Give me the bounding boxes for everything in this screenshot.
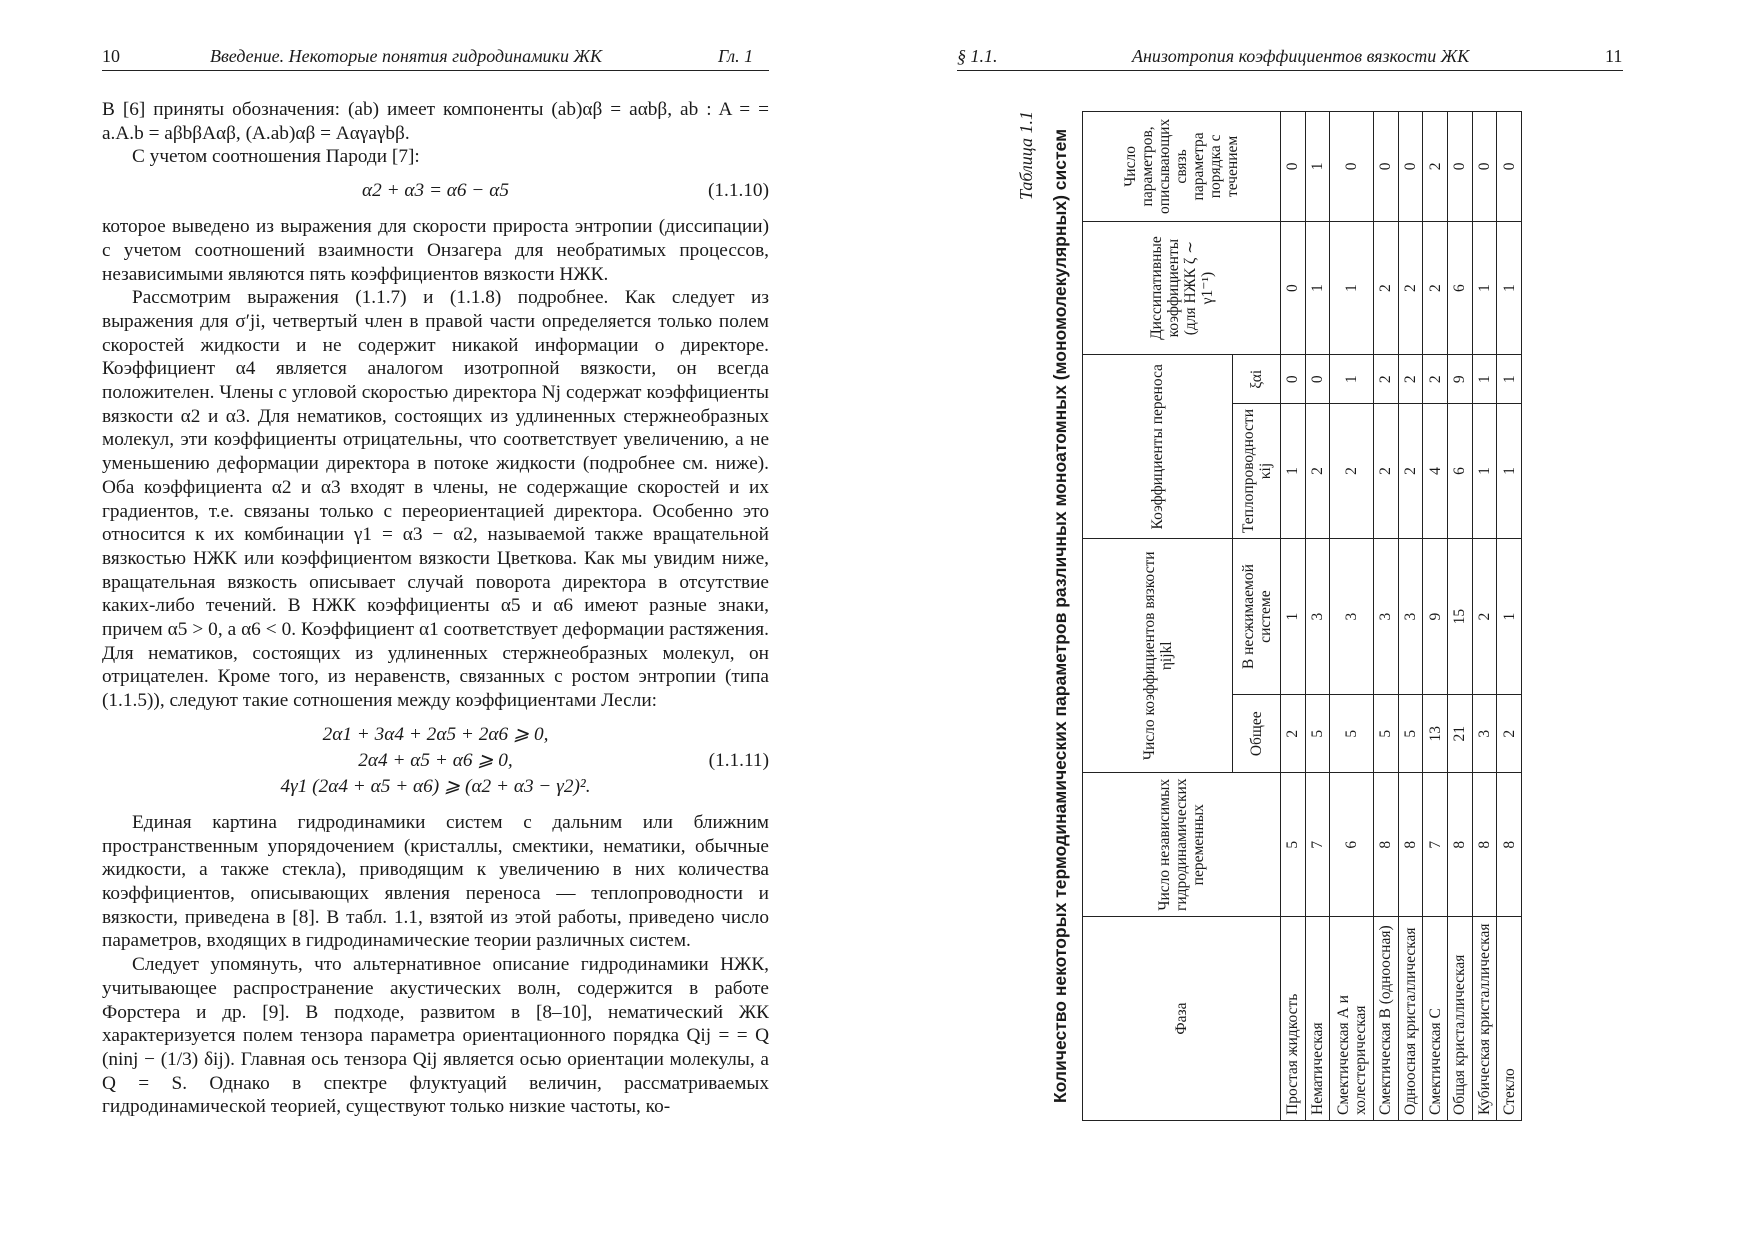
cell-thermal: 4 bbox=[1423, 403, 1448, 538]
equation-number: (1.1.11) bbox=[708, 749, 769, 771]
col-header-transport: Коэффициенты переноса bbox=[1083, 355, 1233, 539]
cell-vars: 8 bbox=[1447, 773, 1472, 917]
running-head: Анизотропия коэффициентов вязкости ЖК bbox=[1132, 46, 1470, 66]
cell-thermal: 2 bbox=[1305, 403, 1330, 538]
cell-vars: 8 bbox=[1398, 773, 1423, 917]
col-header-dissipative: Диссипативные коэффициенты (для НЖК ζ ∼ γ1⁻¹) bbox=[1083, 221, 1281, 355]
header-rule bbox=[102, 70, 769, 71]
table-row bbox=[1281, 112, 1306, 1121]
cell-diss: 1 bbox=[1305, 221, 1330, 355]
cell-total: 5 bbox=[1330, 695, 1374, 773]
page-number: 11 bbox=[1605, 46, 1623, 66]
table-row bbox=[1447, 112, 1472, 1121]
table-row bbox=[1305, 112, 1330, 1121]
cell-vars: 7 bbox=[1423, 773, 1448, 917]
cell-diss: 1 bbox=[1497, 221, 1522, 355]
cell-coupling: 1 bbox=[1305, 112, 1330, 222]
cell-xi: 0 bbox=[1305, 355, 1330, 404]
cell-xi: 9 bbox=[1447, 355, 1472, 404]
cell-incomp: 3 bbox=[1305, 539, 1330, 695]
col-header-visc-total: Общее bbox=[1233, 695, 1281, 773]
cell-vars: 5 bbox=[1281, 773, 1306, 917]
paragraph: В [6] приняты обозначения: (ab) имеет компоненты (ab)αβ = aαbβ, ab : A = = a.A.b = aβbβAαβ, (A.ab)αβ = Aαγaγbβ. bbox=[102, 99, 769, 144]
cell-xi: 1 bbox=[1472, 355, 1497, 404]
cell-total: 21 bbox=[1447, 695, 1472, 773]
cell-incomp: 1 bbox=[1281, 539, 1306, 695]
cell-total: 13 bbox=[1423, 695, 1448, 773]
cell-incomp: 15 bbox=[1447, 539, 1472, 695]
section-label: § 1.1. bbox=[957, 46, 998, 66]
cell-vars: 8 bbox=[1497, 773, 1522, 917]
cell-xi: 2 bbox=[1398, 355, 1423, 404]
paragraph: С учетом соотношения Пароди [7]: bbox=[132, 146, 420, 168]
cell-coupling: 0 bbox=[1330, 112, 1374, 222]
cell-diss: 2 bbox=[1398, 221, 1423, 355]
cell-incomp: 3 bbox=[1330, 539, 1374, 695]
right-page bbox=[877, 0, 1754, 1241]
cell-thermal: 2 bbox=[1330, 403, 1374, 538]
cell-total: 5 bbox=[1374, 695, 1399, 773]
cell-phase: Смектическая А и холестерическая bbox=[1330, 917, 1374, 1121]
cell-coupling: 0 bbox=[1472, 112, 1497, 222]
cell-thermal: 2 bbox=[1374, 403, 1399, 538]
parameters-table bbox=[1082, 111, 1522, 1121]
paragraph: Рассмотрим выражения (1.1.7) и (1.1.8) подробнее. Как следует из выражения для σ′ji, четвертый член в правой части определяется только полем скоростей жидкости и не содержит никакой информации о директоре. Коэффициент α4 является аналогом изотропной вязкости, он всегда положителен. Члены с угловой скоростью директора Nj содержат коэффициенты вязкости α2 и α3. Для нематиков, состоящих из удлиненных стержнеобразных молекул, эти коэффициенты отрицательны, что соответствует увеличению, а не уменьшению деформации директора в потоке жидкости (подробнее см. ниже). Оба коэффициента α2 и α3 входят в члены, не содержащие скоростей и их градиентов, т.е. связаны только с переориентацией директора. Особенно это относится к их комбинации γ1 = α3 − α2, называемой также вращательной вязкостью НЖК или коэффициентом вязкости Цветкова. Как мы увидим ниже, вращательная вязкость описывает случай поворота директора в отсутствие каких-либо течений. В НЖК коэффициенты α5 и α6 имеют разные знаки, причем α5 > 0, а α6 < 0. Коэффициент α1 соответствует деформации растяжения. Для нематиков, состоящих из удлиненных стержнеобразных молекул, он отрицателен. Кроме того, из неравенств, связанных с ростом энтропии (типа (1.1.5)), следуют такие сотношения между коэффициентами Лесли: bbox=[102, 287, 769, 712]
cell-diss: 0 bbox=[1281, 221, 1306, 355]
cell-diss: 2 bbox=[1423, 221, 1448, 355]
cell-diss: 1 bbox=[1472, 221, 1497, 355]
col-header-visc-incompressible: В несжимаемой системе bbox=[1233, 539, 1281, 695]
page-number: 10 bbox=[102, 46, 120, 66]
cell-total: 5 bbox=[1305, 695, 1330, 773]
cell-phase: Стекло bbox=[1497, 917, 1522, 1121]
cell-incomp: 1 bbox=[1497, 539, 1522, 695]
cell-coupling: 2 bbox=[1423, 112, 1448, 222]
table-row bbox=[1330, 112, 1374, 1121]
cell-total: 2 bbox=[1281, 695, 1306, 773]
cell-phase: Простая жидкость bbox=[1281, 917, 1306, 1121]
cell-phase: Смектическая В (одноосная) bbox=[1374, 917, 1399, 1121]
cell-diss: 6 bbox=[1447, 221, 1472, 355]
cell-phase: Общая кристаллическая bbox=[1447, 917, 1472, 1121]
cell-thermal: 1 bbox=[1472, 403, 1497, 538]
cell-coupling: 0 bbox=[1398, 112, 1423, 222]
cell-incomp: 3 bbox=[1374, 539, 1399, 695]
cell-xi: 0 bbox=[1281, 355, 1306, 404]
cell-diss: 2 bbox=[1374, 221, 1399, 355]
cell-xi: 1 bbox=[1497, 355, 1522, 404]
col-header-xi: ξαi bbox=[1233, 355, 1281, 404]
equation-1-1-11 bbox=[102, 723, 769, 801]
equation-formula: α2 + α3 = α6 − α5 bbox=[361, 180, 509, 202]
cell-incomp: 2 bbox=[1472, 539, 1497, 695]
cell-phase: Одноосная кристаллическая bbox=[1398, 917, 1423, 1121]
col-header-thermal: Теплопроводности κij bbox=[1233, 403, 1281, 538]
equation-number: (1.1.10) bbox=[707, 180, 769, 202]
table-label: Таблица 1.1 bbox=[1016, 111, 1036, 201]
cell-xi: 2 bbox=[1423, 355, 1448, 404]
cell-incomp: 3 bbox=[1398, 539, 1423, 695]
table-row bbox=[1374, 112, 1399, 1121]
rotated-table bbox=[1016, 101, 1524, 1131]
equation-line: 2α4 + α5 + α6 ⩾ 0, bbox=[358, 749, 513, 771]
cell-thermal: 1 bbox=[1497, 403, 1522, 538]
body-text bbox=[102, 98, 769, 1119]
cell-phase: Кубическая кристаллическая bbox=[1472, 917, 1497, 1121]
col-header-coupling: Число параметров, описывающих связь параметра порядка с течением bbox=[1083, 112, 1281, 222]
table-title: Количество некоторых термодинамических параметров различных моноатомных (мономолекулярных) систем bbox=[1050, 128, 1070, 1104]
cell-total: 3 bbox=[1472, 695, 1497, 773]
cell-total: 5 bbox=[1398, 695, 1423, 773]
cell-coupling: 0 bbox=[1447, 112, 1472, 222]
cell-vars: 6 bbox=[1330, 773, 1374, 917]
paragraph: которое выведено из выражения для скорости прироста энтропии (диссипации) с учетом соотношений взаимности Онзагера для необратимых процессов, независимыми являются пять коэффициентов вязкости НЖК. bbox=[102, 216, 769, 285]
cell-incomp: 9 bbox=[1423, 539, 1448, 695]
cell-vars: 7 bbox=[1305, 773, 1330, 917]
cell-total: 2 bbox=[1497, 695, 1522, 773]
cell-xi: 2 bbox=[1374, 355, 1399, 404]
header-rule bbox=[957, 70, 1623, 71]
equation-line: 2α1 + 3α4 + 2α5 + 2α6 ⩾ 0, bbox=[322, 723, 549, 745]
table-row bbox=[1497, 112, 1522, 1121]
col-header-hydro-vars: Число независимых гидродинамических переменных bbox=[1083, 773, 1281, 917]
paragraph: Единая картина гидродинамики систем с дальним или ближним пространственным упорядочением (кристаллы, смектики, нематики, обычные жидкости, а также стекла), приводящим к увеличению в них количества коэффициентов, описывающих явления переноса — теплопроводности и вязкости, приведена в [8]. В табл. 1.1, взятой из этой работы, приведено число параметров, входящих в гидродинамические теории различных систем. bbox=[102, 811, 769, 952]
cell-thermal: 2 bbox=[1398, 403, 1423, 538]
table-row bbox=[1423, 112, 1448, 1121]
chapter-label: Гл. 1 bbox=[718, 46, 754, 66]
cell-coupling: 0 bbox=[1374, 112, 1399, 222]
cell-xi: 1 bbox=[1330, 355, 1374, 404]
col-header-viscosity: Число коэффициентов вязкости ηijkl bbox=[1083, 539, 1233, 773]
cell-diss: 1 bbox=[1330, 221, 1374, 355]
cell-coupling: 0 bbox=[1281, 112, 1306, 222]
col-header-phase: Фаза bbox=[1083, 917, 1281, 1121]
equation-line: 4γ1 (2α4 + α5 + α6) ⩾ (α2 + α3 − γ2)². bbox=[280, 775, 591, 797]
cell-phase: Смектическая С bbox=[1423, 917, 1448, 1121]
equation-1-1-10 bbox=[102, 179, 769, 203]
cell-coupling: 0 bbox=[1497, 112, 1522, 222]
cell-thermal: 1 bbox=[1281, 403, 1306, 538]
table-row bbox=[1472, 112, 1497, 1121]
running-head: Введение. Некоторые понятия гидродинамики ЖК bbox=[210, 46, 602, 66]
cell-vars: 8 bbox=[1374, 773, 1399, 917]
table-row bbox=[1398, 112, 1423, 1121]
cell-thermal: 6 bbox=[1447, 403, 1472, 538]
cell-phase: Нематическая bbox=[1305, 917, 1330, 1121]
cell-vars: 8 bbox=[1472, 773, 1497, 917]
paragraph: Следует упомянуть, что альтернативное описание гидродинамики НЖК, учитывающее распространение акустических волн, содержится в работе Форстера и др. [9]. В подходе, развитом в [8–10], нематический ЖК характеризуется полем тензора параметра ориентационного порядка Qij = = Q (ninj − (1/3) δij). Главная ось тензора Qij является осью ориентации молекулы, а Q = S. Однако в спектре флуктуаций величин, рассматриваемых гидродинамической теорией, существуют только низкие частоты, ко- bbox=[102, 954, 769, 1118]
